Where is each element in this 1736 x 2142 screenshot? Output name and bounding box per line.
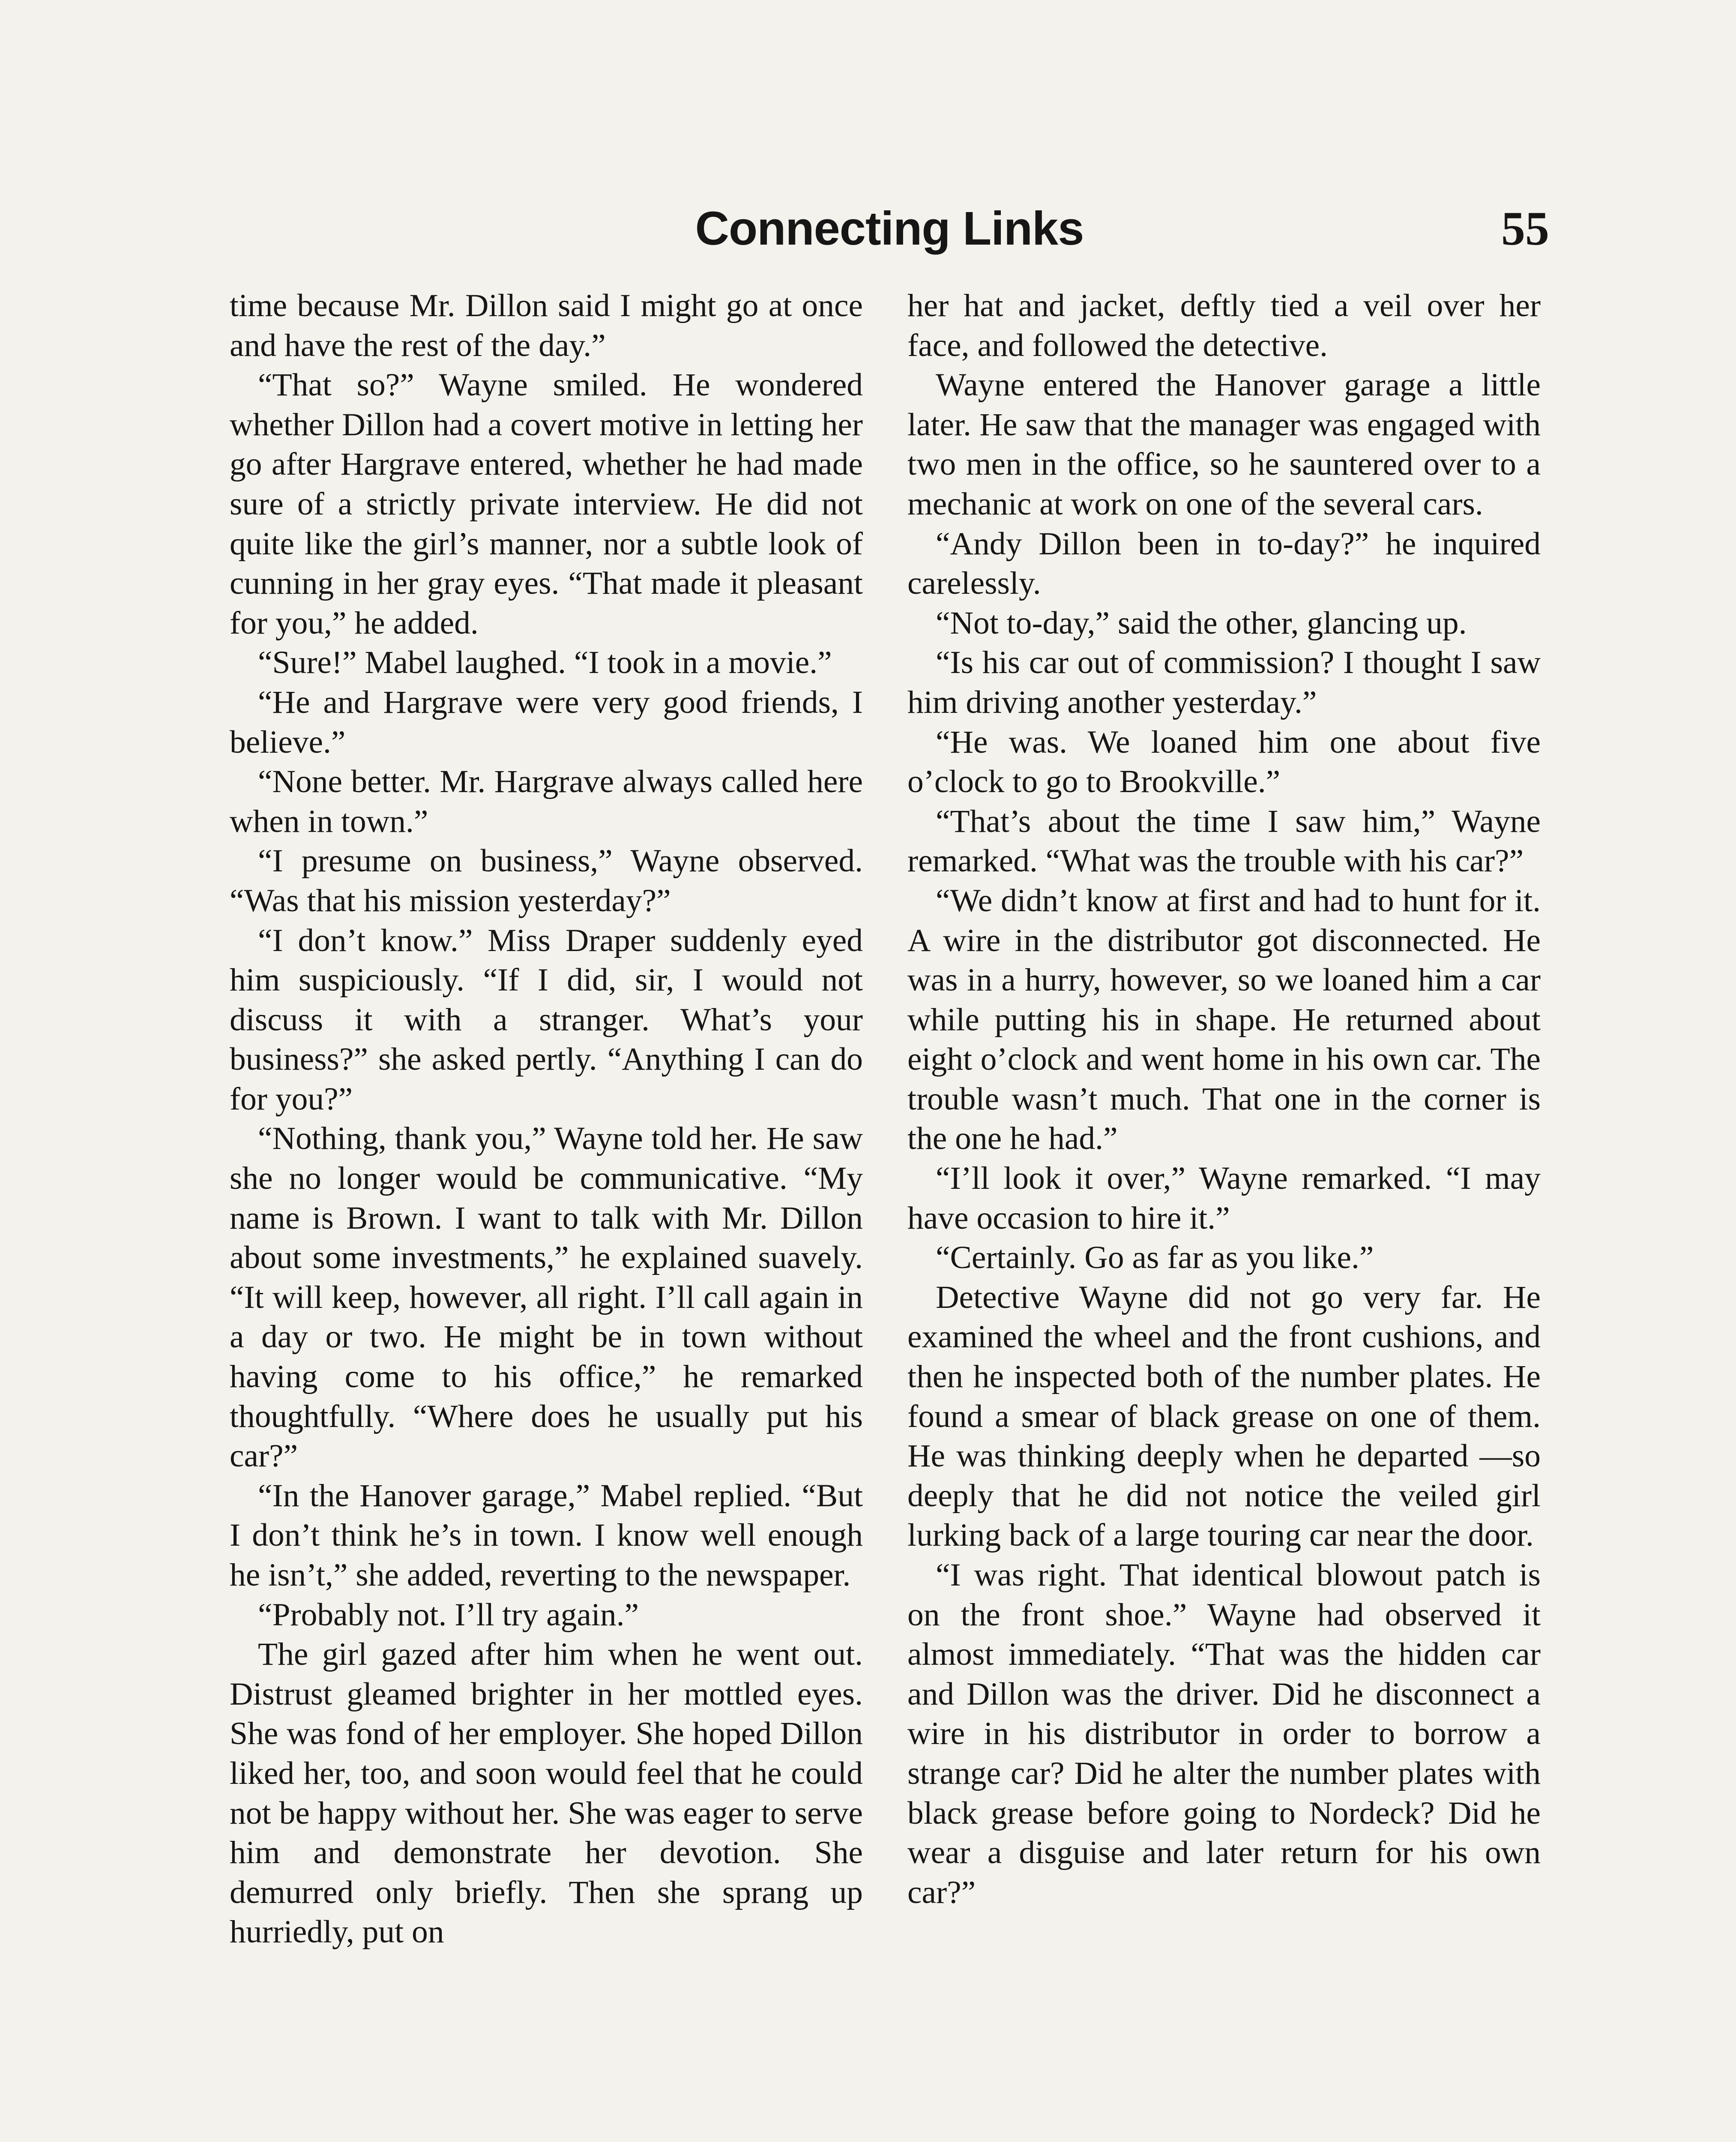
paragraph: “He and Hargrave were very good friends, I believe.”	[230, 684, 863, 760]
paragraph: “I’ll look it over,” Wayne remarked. “I may have occasion to hire it.”	[907, 1161, 1541, 1236]
paragraph: her hat and jacket, deftly tied a veil over her face, and followed the detective.	[907, 288, 1541, 363]
paragraph: “He was. We loaned him one about five o’clock to go to Brookville.”	[907, 724, 1541, 800]
paragraph: “Sure!” Mabel laughed. “I took in a movie.”	[258, 645, 832, 681]
paragraph: “Is his car out of commission? I thought I saw him driving another yesterday.”	[907, 645, 1541, 720]
paragraph: time because Mr. Dillon said I might go at once and have the rest of the day.”	[230, 288, 863, 363]
paragraph: “Nothing, thank you,” Wayne told her. He saw she no longer would be communicative. “My name is Brown. I want to talk with Mr. Dillon about some investments,” he explained suavely. “It will keep, however, all right. I’ll call again in a day or two. He might be in town without having come to his office,” he remarked thoughtfully. “Where does he usually put his car?”	[230, 1121, 863, 1474]
paragraph: “I presume on business,” Wayne observed. “Was that his mission yesterday?”	[230, 843, 863, 918]
paragraph: “Certainly. Go as far as you like.”	[936, 1240, 1374, 1276]
paragraph: Detective Wayne did not go very far. He examined the wheel and the front cushions, and then he inspected both of the number plates. He found a smear of black grease on one of them. He was thinking deeply when he departed —so deeply that he did not notice the veiled girl lurking back of a large touring car near the door.	[907, 1279, 1541, 1553]
paragraph: “In the Hanover garage,” Mabel replied. “But I don’t think he’s in town. I know well enough he isn’t,” she added, reverting to the newspaper.	[230, 1478, 863, 1593]
paragraph: “Andy Dillon been in to-day?” he inquired carelessly.	[907, 526, 1541, 601]
paragraph: “I don’t know.” Miss Draper suddenly eyed him suspiciously. “If I did, sir, I would not discuss it with a stranger. What’s your business?” she asked pertly. “Anything I can do for you?”	[230, 922, 863, 1117]
page-header	[230, 201, 1549, 270]
paragraph: “Probably not. I’ll try again.”	[258, 1597, 639, 1633]
paragraph: “We didn’t know at first and had to hunt for it. A wire in the distributor got disconnected. He was in a hurry, however, so we loaned him a car while putting his in shape. He returned about eight o’clock and went home in his own car. The trouble wasn’t much. That one in the corner is the one he had.”	[907, 883, 1541, 1157]
paragraph: “I was right. That identical blowout patch is on the front shoe.” Wayne had observed it almost immediately. “That was the hidden car and Dillon was the driver. Did he disconnect a wire in his distributor in order to borrow a strange car? Did he alter the number plates with black grease before going to Nordeck? Did he wear a disguise and later return for his own car?”	[907, 1557, 1541, 1910]
paragraph: Wayne entered the Hanover garage a little later. He saw that the manager was engaged with two men in the office, so he sauntered over to a mechanic at work on one of the several cars.	[907, 367, 1541, 522]
paragraph: “Not to-day,” said the other, glancing up.	[936, 605, 1467, 641]
page-number: 55	[1501, 202, 1549, 255]
paragraph: “None better. Mr. Hargrave always called here when in town.”	[230, 764, 863, 839]
paragraph: “That’s about the time I saw him,” Wayne remarked. “What was the trouble with his car?”	[907, 803, 1541, 879]
right-column	[907, 286, 1541, 2142]
left-column	[230, 286, 863, 2142]
running-title: Connecting Links	[695, 202, 1084, 255]
paragraph: The girl gazed after him when he went out. Distrust gleamed brighter in her mottled eyes. She was fond of her employer. She hoped Dillon liked her, too, and soon would feel that he could not be happy without her. She was eager to serve him and demonstrate her devotion. She demurred only briefly. Then she sprang up hurriedly, put on	[230, 1636, 863, 1950]
paragraph: “That so?” Wayne smiled. He wondered whether Dillon had a covert motive in letting her go after Hargrave entered, whether he had made sure of a strictly private interview. He did not quite like the girl’s manner, nor a subtle look of cunning in her gray eyes. “That made it pleasant for you,” he added.	[230, 367, 863, 641]
